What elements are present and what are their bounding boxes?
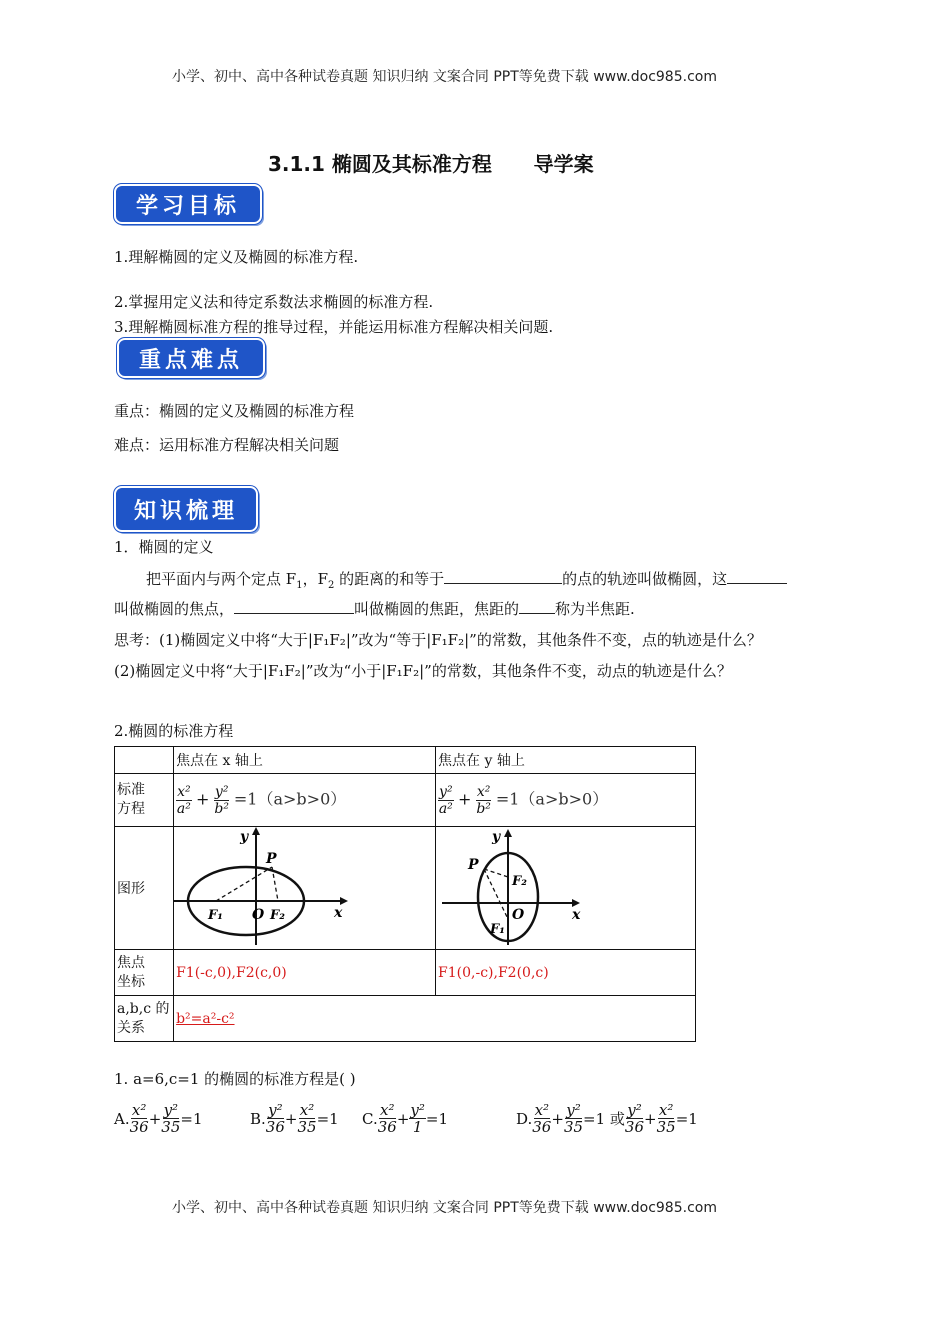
section-badge-knowledge: 知识梳理 xyxy=(114,486,258,532)
key-point: 重点：椭圆的定义及椭圆的标准方程 xyxy=(114,402,355,420)
section-badge-keypoints: 重点难点 xyxy=(117,338,265,378)
blank-foci[interactable] xyxy=(727,569,787,584)
choice-b[interactable]: B. $\frac{\text{y²}}{36}$ + $\frac{\text{x²}}{35}$ =1 xyxy=(250,1101,339,1136)
focus-y: F1(0,-c),F2(0,c) xyxy=(436,950,696,996)
line-pf1 xyxy=(216,867,272,901)
section-badge-goals: 学习目标 xyxy=(114,184,262,224)
blank-constant[interactable] xyxy=(444,569,562,584)
x-axis-arrow xyxy=(572,899,580,907)
frac-y2-a2: $\frac{\text{y²}}{\text{a²}}$ xyxy=(438,783,453,817)
blank-focal-distance[interactable] xyxy=(234,599,354,614)
label-f2: F₂ xyxy=(512,874,527,889)
choice-a[interactable]: A. $\frac{\text{x²}}{36}$ + $\frac{\text{y²}}{35}$ =1 xyxy=(114,1101,203,1136)
label-o: O xyxy=(252,907,265,923)
think-question-1: 思考：(1)椭圆定义中将“大于|F₁F₂|”改为“等于|F₁F₂|”的常数，其他条件不变，点的轨迹是什么？ xyxy=(114,631,762,649)
goal-item-1: 1.理解椭圆的定义及椭圆的标准方程. xyxy=(114,248,359,266)
definition-heading: 1．椭圆的定义 xyxy=(114,538,214,556)
standard-equation-heading: 2.椭圆的标准方程 xyxy=(114,722,234,740)
page-title: 3.1.1 椭圆及其标准方程 导学案 xyxy=(268,152,594,176)
label-p: P xyxy=(468,857,479,873)
footer-banner: 小学、初中、高中各种试卷真题 知识归纳 文案合同 PPT等免费下载 www.doc985.com xyxy=(172,1200,717,1216)
header-y-axis: 焦点在 y 轴上 xyxy=(436,747,696,774)
label-x: x xyxy=(334,905,343,921)
row-label-relation: a,b,c 的 关系 xyxy=(115,996,174,1042)
choice-d[interactable]: D. $\frac{\text{x²}}{36}$ + $\frac{\text{y²}}{35}$ =1 或 $\frac{\text{y²}}{36}$ + $\frac{\text{x²}}{35}$ =1 xyxy=(516,1101,698,1136)
equation-y: $\frac{\text{y²}}{\text{a²}}$ + $\frac{\text{x²}}{\text{b²}}$ =1（a>b>0） xyxy=(436,774,696,827)
focus-x: F1(-c,0),F2(c,0) xyxy=(174,950,436,996)
figure-x-ellipse xyxy=(174,827,436,950)
x-axis-arrow xyxy=(340,897,348,905)
label-f2: F₂ xyxy=(270,908,286,923)
row-label-focus: 焦点 坐标 xyxy=(115,950,174,996)
standard-equation-table xyxy=(114,746,696,1042)
blank-half[interactable] xyxy=(519,599,555,614)
choice-c[interactable]: C. $\frac{\text{x²}}{36}$ + $\frac{\text{y²}}{1}$ =1 xyxy=(362,1101,449,1136)
equation-x: $\frac{\text{x²}}{\text{a²}}$ + $\frac{\text{y²}}{\text{b²}}$ =1（a>b>0） xyxy=(174,774,436,827)
label-o: O xyxy=(512,907,525,923)
ellipse-x-diagram xyxy=(174,827,434,945)
label-x: x xyxy=(572,907,581,923)
relation-abc xyxy=(174,996,696,1042)
y-axis-arrow xyxy=(504,829,512,837)
difficult-point: 难点：运用标准方程解决相关问题 xyxy=(114,436,340,454)
goal-item-2: 2.掌握用定义法和待定系数法求椭圆的标准方程. xyxy=(114,293,434,311)
table-corner xyxy=(115,747,174,774)
think-question-2: (2)椭圆定义中将“大于|F₁F₂|”改为“小于|F₁F₂|”的常数，其他条件不变，动点的轨迹是什么？ xyxy=(114,662,732,680)
frac-x2-a2: $\frac{\text{x²}}{\text{a²}}$ xyxy=(176,783,191,817)
label-y: y xyxy=(240,829,249,845)
line-pf1 xyxy=(484,869,508,919)
y-axis-arrow xyxy=(252,827,260,835)
relation-formula: b²=a²-c² xyxy=(176,1010,235,1027)
label-p: P xyxy=(266,851,277,867)
frac-y2-b2: $\frac{\text{y²}}{\text{b²}}$ xyxy=(214,783,229,817)
definition-line-1: 把平面内与两个定点 $F_1$，$F_2$ 的距离的和等于 的点的轨迹叫做椭圆，这 xyxy=(146,569,787,596)
ellipse-y-diagram xyxy=(436,827,694,945)
label-f1: F₁ xyxy=(208,908,224,923)
goal-item-3: 3.理解椭圆标准方程的推导过程，并能运用标准方程解决相关问题. xyxy=(114,318,554,336)
question-stem: 1. a=6,c=1 的椭圆的标准方程是( ) xyxy=(114,1070,356,1088)
frac-x2-b2: $\frac{\text{x²}}{\text{b²}}$ xyxy=(476,783,491,817)
header-banner: 小学、初中、高中各种试卷真题 知识归纳 文案合同 PPT等免费下载 www.doc985.com xyxy=(172,69,717,85)
row-label-equation: 标准 方程 xyxy=(115,774,174,827)
figure-y-ellipse xyxy=(436,827,696,950)
header-x-axis: 焦点在 x 轴上 xyxy=(174,747,436,774)
definition-line-2: 叫做椭圆的焦点， 叫做椭圆的焦距，焦距的 称为半焦距. xyxy=(114,600,635,618)
label-y: y xyxy=(492,829,501,845)
row-label-figure: 图形 xyxy=(115,827,174,950)
label-f1: F₁ xyxy=(490,922,505,937)
